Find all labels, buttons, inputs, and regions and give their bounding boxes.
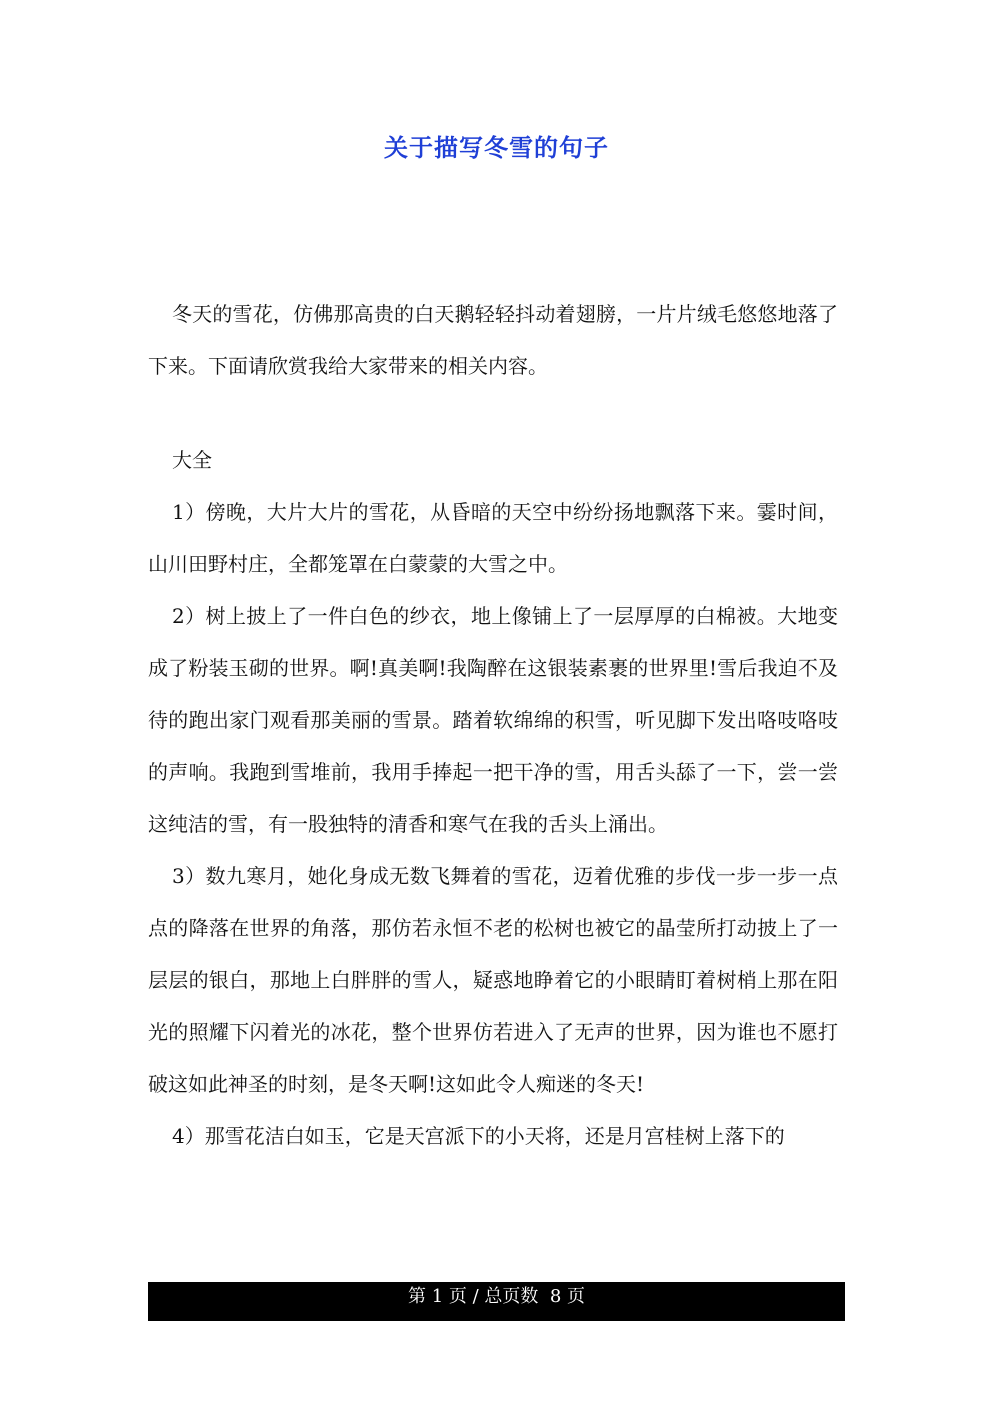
page-footer bbox=[148, 1282, 845, 1321]
list-item: 1）傍晚，大片大片的雪花，从昏暗的天空中纷纷扬地飘落下来。霎时间，山川田野村庄，全都笼罩在白蒙蒙的大雪之中。 bbox=[148, 500, 838, 576]
list-item: 3）数九寒月，她化身成无数飞舞着的雪花，迈着优雅的步伐一步一步一点点的降落在世界的角落，那仿若永恒不老的松树也被它的晶莹所打动披上了一层层的银白，那地上白胖胖的雪人，疑惑地睁着它的小眼睛盯着树梢上那在阳光的照耀下闪着光的冰花，整个世界仿若进入了无声的世界，因为谁也不愿打破这如此神圣的时刻，是冬天啊!这如此令人痴迷的冬天! bbox=[148, 864, 838, 1096]
document-body bbox=[148, 288, 838, 1162]
list-item: 2）树上披上了一件白色的纱衣，地上像铺上了一层厚厚的白棉被。大地变成了粉装玉砌的世界。啊!真美啊!我陶醉在这银装素裹的世界里!雪后我迫不及待的跑出家门观看那美丽的雪景。踏着软绵绵的积雪，听见脚下发出咯吱咯吱的声响。我跑到雪堆前，我用手捧起一把干净的雪，用舌头舔了一下，尝一尝这纯洁的雪，有一股独特的清香和寒气在我的舌头上涌出。 bbox=[148, 604, 838, 836]
intro-paragraph: 冬天的雪花，仿佛那高贵的白天鹅轻轻抖动着翅膀，一片片绒毛悠悠地落了下来。下面请欣赏我给大家带来的相关内容。 bbox=[148, 302, 838, 378]
section-heading: 大全 bbox=[172, 448, 212, 472]
page-number-text: 第 1 页 / 总页数 8 页 bbox=[407, 1286, 586, 1307]
list-item: 4）那雪花洁白如玉，它是天宫派下的小天将，还是月宫桂树上落下的 bbox=[172, 1124, 785, 1148]
document-title: 关于描写冬雪的句子 bbox=[384, 133, 609, 162]
